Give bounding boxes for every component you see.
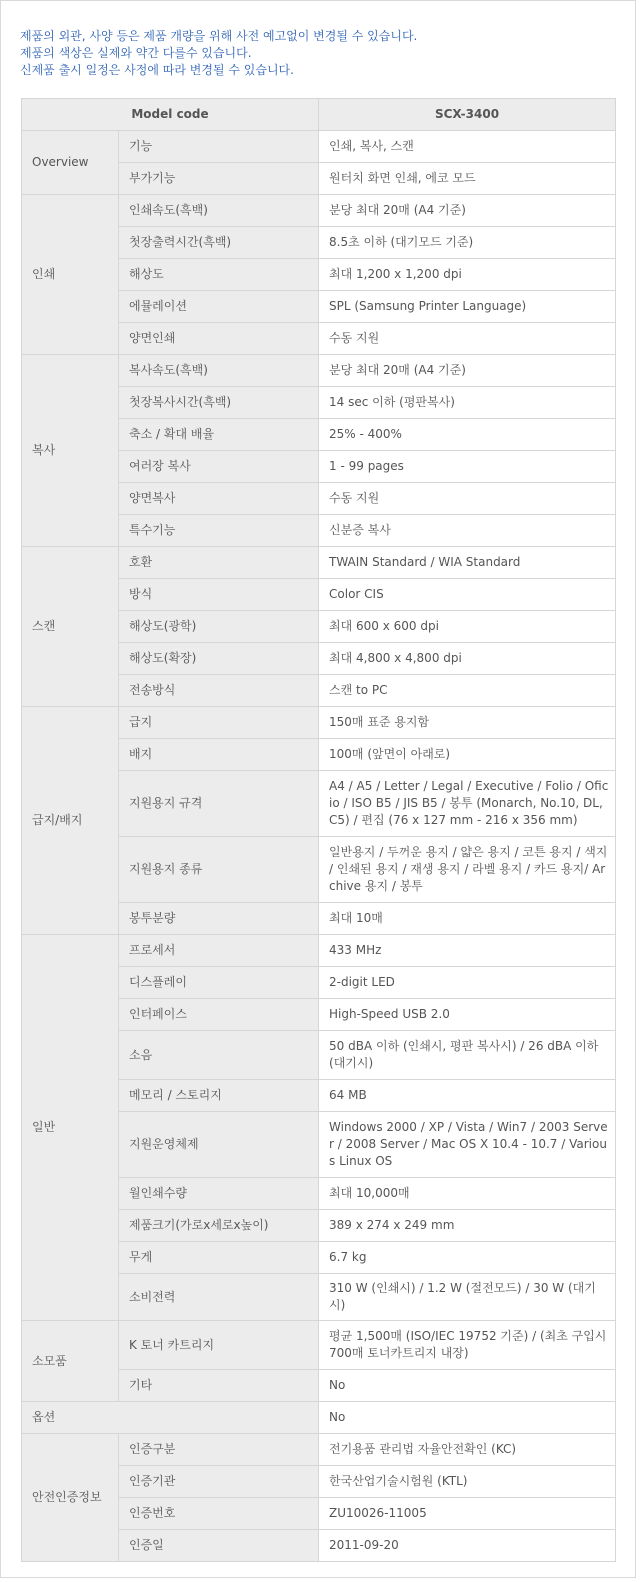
spec-value: 한국산업기술시험원 (KTL) [319,1466,616,1498]
category-cell: 옵션 [22,1402,319,1434]
spec-label: 소비전력 [119,1274,319,1321]
spec-row [22,547,616,579]
spec-label: 축소 / 확대 배율 [119,419,319,451]
spec-row [22,1402,616,1434]
spec-label: 인증번호 [119,1498,319,1530]
spec-table [21,98,616,1562]
category-cell: 인쇄 [22,195,119,355]
spec-label: 급지 [119,707,319,739]
spec-label: 인증일 [119,1530,319,1562]
spec-value: 6.7 kg [319,1242,616,1274]
spec-label: 호환 [119,547,319,579]
spec-value: 2011-09-20 [319,1530,616,1562]
notice-line: 신제품 출시 일정은 사정에 따라 변경될 수 있습니다. [20,63,294,77]
category-cell: 안전인증정보 [22,1434,119,1562]
spec-row [22,1321,616,1370]
notice-block [20,28,417,79]
category-cell: 복사 [22,355,119,547]
notice-line: 제품의 색상은 실제와 약간 다를수 있습니다. [20,46,252,60]
spec-value: 최대 1,200 x 1,200 dpi [319,259,616,291]
spec-value: No [319,1370,616,1402]
spec-value: 평균 1,500매 (ISO/IEC 19752 기준) / (최초 구입시 700매 토너카트리지 내장) [319,1321,616,1370]
category-cell: 급지/배지 [22,707,119,935]
spec-label: 부가기능 [119,163,319,195]
spec-value: 310 W (인쇄시) / 1.2 W (절전모드) / 30 W (대기시) [319,1274,616,1321]
spec-value: 2-digit LED [319,967,616,999]
spec-value: Windows 2000 / XP / Vista / Win7 / 2003 Server / 2008 Server / Mac OS X 10.4 - 10.7 / Various Linux OS [319,1112,616,1178]
spec-value: No [319,1402,616,1434]
category-cell: 일반 [22,935,119,1321]
spec-value: SPL (Samsung Printer Language) [319,291,616,323]
spec-row [22,195,616,227]
spec-body [22,131,616,1562]
spec-label: 특수기능 [119,515,319,547]
spec-value: 433 MHz [319,935,616,967]
spec-value: High-Speed USB 2.0 [319,999,616,1031]
header-label: Model code [22,99,319,131]
spec-value: 일반용지 / 두꺼운 용지 / 얇은 용지 / 코튼 용지 / 색지 / 인쇄된 용지 / 재생 용지 / 라벨 용지 / 카드 용지/ Archive 용지 / 봉투 [319,837,616,903]
spec-label: 첫장복사시간(흑백) [119,387,319,419]
spec-value: 25% - 400% [319,419,616,451]
spec-label: 소음 [119,1031,319,1080]
spec-value: Color CIS [319,579,616,611]
spec-label: 양면인쇄 [119,323,319,355]
spec-label: 지원운영체제 [119,1112,319,1178]
spec-label: 전송방식 [119,675,319,707]
spec-value: 최대 10매 [319,903,616,935]
header-model: SCX-3400 [319,99,616,131]
spec-value: 분당 최대 20매 (A4 기준) [319,355,616,387]
spec-label: 제품크기(가로x세로x높이) [119,1210,319,1242]
spec-label: 방식 [119,579,319,611]
spec-value: 389 x 274 x 249 mm [319,1210,616,1242]
spec-value: 인쇄, 복사, 스캔 [319,131,616,163]
spec-label: 해상도 [119,259,319,291]
spec-value: 14 sec 이하 (평판복사) [319,387,616,419]
spec-value: 분당 최대 20매 (A4 기준) [319,195,616,227]
spec-label: 무게 [119,1242,319,1274]
spec-value: 스캔 to PC [319,675,616,707]
spec-label: 인증기관 [119,1466,319,1498]
spec-label: 해상도(광학) [119,611,319,643]
category-cell: 소모품 [22,1321,119,1402]
spec-value: 100매 (앞면이 아래로) [319,739,616,771]
spec-label: 첫장출력시간(흑백) [119,227,319,259]
spec-row [22,131,616,163]
spec-value: 50 dBA 이하 (인쇄시, 평판 복사시) / 26 dBA 이하 (대기시) [319,1031,616,1080]
spec-row [22,1434,616,1466]
spec-label: 에뮬레이션 [119,291,319,323]
spec-label: 여러장 복사 [119,451,319,483]
spec-value: 최대 10,000매 [319,1178,616,1210]
spec-value: 64 MB [319,1080,616,1112]
spec-row [22,355,616,387]
spec-row [22,935,616,967]
spec-value: ZU10026-11005 [319,1498,616,1530]
spec-label: 월인쇄수량 [119,1178,319,1210]
spec-label: 해상도(확장) [119,643,319,675]
spec-value: 원터치 화면 인쇄, 에코 모드 [319,163,616,195]
spec-label: 메모리 / 스토리지 [119,1080,319,1112]
spec-value: 신분증 복사 [319,515,616,547]
spec-label: 인증구분 [119,1434,319,1466]
spec-value: 전기용품 관리법 자율안전확인 (KC) [319,1434,616,1466]
spec-label: 복사속도(흑백) [119,355,319,387]
spec-label: 양면복사 [119,483,319,515]
spec-label: 배지 [119,739,319,771]
spec-value: 수동 지원 [319,323,616,355]
spec-value: 최대 4,800 x 4,800 dpi [319,643,616,675]
spec-row [22,707,616,739]
spec-label: 인터페이스 [119,999,319,1031]
spec-value: 수동 지원 [319,483,616,515]
spec-value: 최대 600 x 600 dpi [319,611,616,643]
category-cell: 스캔 [22,547,119,707]
category-cell: Overview [22,131,119,195]
spec-label: 지원용지 종류 [119,837,319,903]
spec-label: 지원용지 규격 [119,771,319,837]
spec-label: 기능 [119,131,319,163]
notice-line: 제품의 외관, 사양 등은 제품 개량을 위해 사전 예고없이 변경될 수 있습니다. [20,29,418,43]
spec-label: 기타 [119,1370,319,1402]
spec-value: TWAIN Standard / WIA Standard [319,547,616,579]
spec-label: 프로세서 [119,935,319,967]
header-row [22,99,616,131]
spec-label: K 토너 카트리지 [119,1321,319,1370]
spec-value: 8.5초 이하 (대기모드 기준) [319,227,616,259]
spec-value: A4 / A5 / Letter / Legal / Executive / Folio / Oficio / ISO B5 / JIS B5 / 봉투 (Monarch, No.10, DL, C5) / 편집 (76 x 127 mm - 216 x 356 mm) [319,771,616,837]
spec-value: 1 - 99 pages [319,451,616,483]
spec-label: 디스플레이 [119,967,319,999]
spec-value: 150매 표준 용지함 [319,707,616,739]
spec-label: 인쇄속도(흑백) [119,195,319,227]
spec-label: 봉투분량 [119,903,319,935]
